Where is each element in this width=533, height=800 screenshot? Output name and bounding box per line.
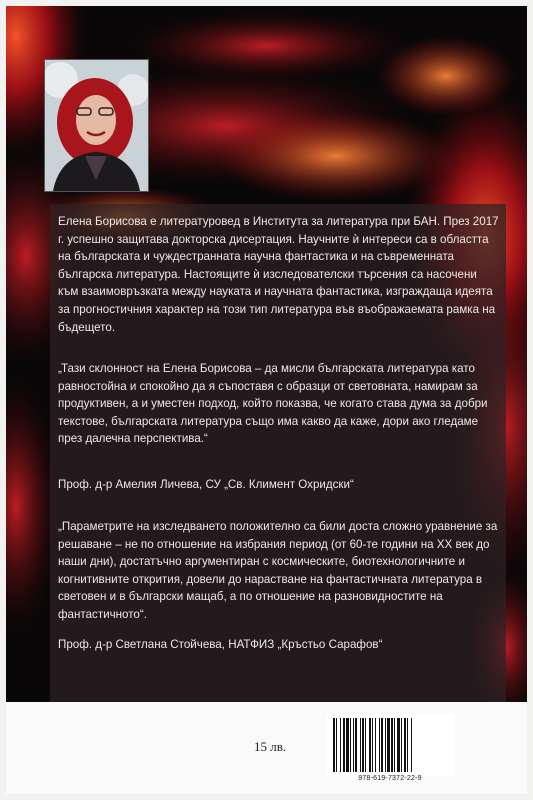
barcode-bar [397, 718, 400, 772]
barcode-bar [387, 718, 390, 772]
barcode-bar [343, 718, 345, 772]
barcode-bar [391, 718, 393, 772]
barcode-bar [375, 718, 376, 772]
barcode-bar [372, 718, 373, 772]
author-photo [44, 59, 149, 192]
barcode-bar [379, 718, 380, 772]
barcode-bar [394, 718, 395, 772]
barcode-bar [360, 718, 361, 772]
barcode-bar [411, 718, 412, 772]
barcode-bar [362, 718, 364, 772]
barcode-bar [340, 718, 341, 772]
price: 15 лв. [254, 739, 287, 754]
barcode-bar [350, 718, 351, 772]
barcode-bar [346, 718, 349, 772]
review-quote: „Тази склонност на Елена Борисова – да мисли българската литература като равностойна и спокойно да я съпоставя с образци от световната, намирам за продуктивен, а и уместен подход, който показва, че когато става дума за добри текстове, българската литература също има какво да каже, дори ако гледаме през далечна перспектива.“ [58, 362, 488, 446]
barcode-bar [353, 718, 354, 772]
barcode-bar [407, 718, 408, 772]
review-quote: „Параметрите на изследването положително са били доста сложно уравнение за решаване – не по отношение на избрания период (от 60-те години на XX век до наши дни), достатъчно аргументиран с космическите, биотехнологичните и когнитивните открития, довели до нарастване на фантастичната литература в световен и в български мащаб, а по отношение на разновидностите на фантастичното“. [58, 520, 498, 621]
isbn-number: 978-619-7372-22-9 [358, 775, 422, 782]
barcode-bar [385, 718, 386, 772]
review-author: Проф. д-р Светлана Стойчева, НАТФИЗ „Кръстьо Сарафов“ [58, 638, 383, 651]
barcode-bar [365, 718, 366, 772]
review-author: Проф. д-р Амелия Личева, СУ „Св. Климент Охридски“ [58, 478, 354, 491]
barcode [325, 714, 455, 776]
barcode-bar [404, 718, 406, 772]
barcode-bar [381, 718, 383, 772]
barcode-bar [333, 718, 335, 772]
author-bio: Елена Борисова е литературовед в Института за литература при БАН. През 2017 г. успешно защитава докторска дисертация. Научните ѝ интереси са в областта на българската и чуждестранната научна фантастика и на съвременната българска литература. Настоящите ѝ изследователски търсения са насочени към взаимовръзката между науката и научната фантастика, изграждаща идеята за прогностичния характер на този тип литература във въображаемата рамка на бъдещето. [58, 215, 499, 334]
barcode-bar [336, 718, 337, 772]
barcode-bar [401, 718, 402, 772]
barcode-bar [355, 718, 357, 772]
barcode-bar [369, 718, 371, 772]
